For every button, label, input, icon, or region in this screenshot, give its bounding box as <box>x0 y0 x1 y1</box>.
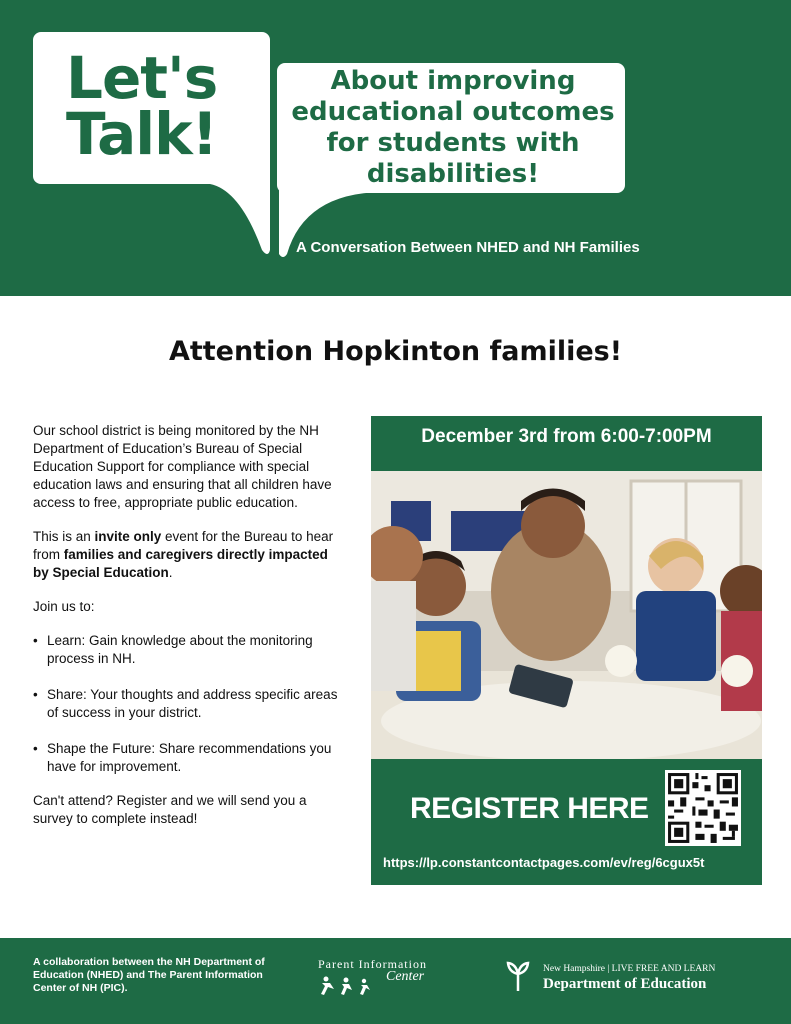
list-item: • Learn: Gain knowledge about the monitoring process in NH. <box>33 632 343 668</box>
classroom-photo <box>371 471 762 759</box>
register-here-label[interactable]: REGISTER HERE <box>410 792 649 825</box>
nh-doe-logo-icon: New Hampshire | LIVE FREE AND LEARN Department of Education <box>505 958 765 998</box>
intro-paragraph: Our school district is being monitored by the NH Department of Education’s Bureau of Special Education Support for compliance with special education laws and ensuring that all children have access to free, appropriate public education. <box>33 423 332 510</box>
join-label: Join us to: <box>33 599 95 614</box>
list-item: • Share: Your thoughts and address specific areas of success in your district. <box>33 686 343 722</box>
list-item: • Shape the Future: Share recommendations you have for improvement. <box>33 740 343 776</box>
benefits-list <box>33 632 343 776</box>
registration-url[interactable]: https://lp.constantcontactpages.com/ev/reg/6cgux5t <box>383 855 705 870</box>
collaboration-note: A collaboration between the NH Department of Education (NHED) and The Parent Information Center of NH (PIC). <box>33 956 265 994</box>
speech-bubble-tail-left-icon <box>210 150 272 258</box>
info-column <box>33 422 343 844</box>
cant-attend-text: Can't attend? Register and we will send you a survey to complete instead! <box>33 793 307 826</box>
header-subtitle: A Conversation Between NHED and NH Families <box>296 239 640 256</box>
qr-code-icon[interactable] <box>665 770 741 846</box>
invite-paragraph: This is an invite only event for the Bureau to hear from families and caregivers directly impacted by Special Education. <box>33 529 334 580</box>
pic-logo-icon: Parent Information Center <box>316 955 466 1000</box>
about-text: About improving educational outcomes for students with disabilities! <box>291 66 615 189</box>
event-date: December 3rd from 6:00-7:00PM <box>421 426 712 447</box>
lets-talk-title: Let's Talk! <box>66 44 218 168</box>
page-heading: Attention Hopkinton families! <box>168 336 623 367</box>
